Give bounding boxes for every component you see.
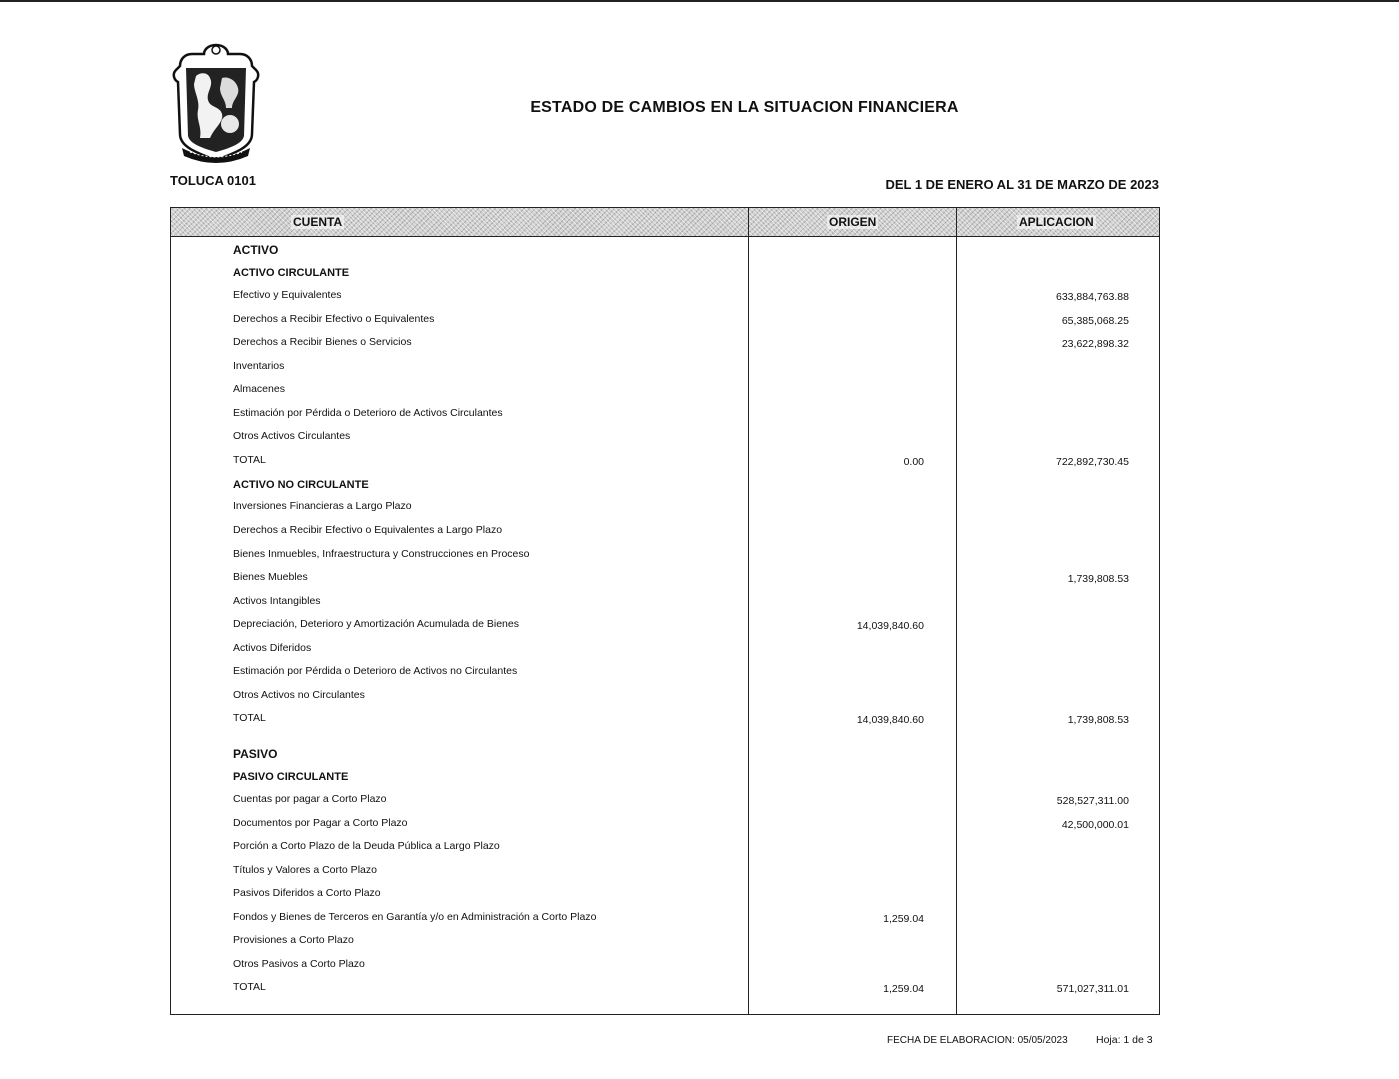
row-label: Bienes Inmuebles, Infraestructura y Construcciones en Proceso <box>233 548 530 560</box>
row-label: TOTAL <box>233 454 266 466</box>
row-label: Efectivo y Equivalentes <box>233 289 342 301</box>
row-origen: 0.00 <box>903 456 924 468</box>
row-label: Otros Activos Circulantes <box>233 430 351 442</box>
table-row <box>171 500 1159 520</box>
row-label: Inversiones Financieras a Largo Plazo <box>233 500 412 512</box>
column-header-origen: ORIGEN <box>829 215 877 229</box>
row-label: Almacenes <box>233 383 285 395</box>
table-header <box>171 208 1159 237</box>
page-number: Hoja: 1 de 3 <box>1096 1034 1153 1046</box>
table-row <box>171 407 1159 427</box>
table-row <box>171 840 1159 860</box>
row-aplicacion: 65,385,068.25 <box>1061 315 1129 327</box>
table-row <box>171 548 1159 568</box>
table-bottom-border <box>170 1014 1160 1015</box>
row-label: Depreciación, Deterioro y Amortización Acumulada de Bienes <box>233 618 519 630</box>
table-row <box>171 313 1159 333</box>
row-label: Derechos a Recibir Efectivo o Equivalentes a Largo Plazo <box>233 524 503 536</box>
row-label: PASIVO <box>233 747 278 761</box>
table-row <box>171 817 1159 837</box>
row-label: Provisiones a Corto Plazo <box>233 934 354 946</box>
row-label: Pasivos Diferidos a Corto Plazo <box>233 887 381 899</box>
entity-name: TOLUCA 0101 <box>170 173 256 188</box>
report-period: DEL 1 DE ENERO AL 31 DE MARZO DE 2023 <box>885 177 1159 192</box>
table-row <box>171 336 1159 356</box>
report-title: ESTADO DE CAMBIOS EN LA SITUACION FINANCIERA <box>530 99 959 116</box>
row-label: Inventarios <box>233 360 285 372</box>
row-label: Activos Intangibles <box>233 595 321 607</box>
table-row <box>171 689 1159 709</box>
column-header-cuenta: CUENTA <box>293 215 343 229</box>
row-origen: 1,259.04 <box>883 913 924 925</box>
row-origen: 14,039,840.60 <box>856 620 924 632</box>
row-aplicacion: 1,739,808.53 <box>1067 573 1129 585</box>
row-label: Títulos y Valores a Corto Plazo <box>233 864 377 876</box>
row-label: PASIVO CIRCULANTE <box>233 771 349 783</box>
row-label: ACTIVO CIRCULANTE <box>233 267 350 279</box>
row-label: Otros Activos no Circulantes <box>233 689 365 701</box>
row-aplicacion: 633,884,763.88 <box>1056 291 1129 303</box>
row-label: Documentos por Pagar a Corto Plazo <box>233 817 408 829</box>
row-aplicacion: 42,500,000.01 <box>1061 819 1129 831</box>
row-aplicacion: 571,027,311.01 <box>1056 983 1129 995</box>
row-label: Porción a Corto Plazo de la Deuda Pública a Largo Plazo <box>233 840 500 852</box>
row-label: Otros Pasivos a Corto Plazo <box>233 958 365 970</box>
table-row <box>171 934 1159 954</box>
table-row <box>171 289 1159 309</box>
table-section-row <box>171 243 1159 263</box>
row-aplicacion: 722,892,730.45 <box>1056 456 1129 468</box>
row-origen: 14,039,840.60 <box>856 714 924 726</box>
table-row <box>171 524 1159 544</box>
row-label: Derechos a Recibir Efectivo o Equivalentes <box>233 313 435 325</box>
table-row <box>171 887 1159 907</box>
table-row <box>171 383 1159 403</box>
row-label: Activos Diferidos <box>233 642 312 654</box>
row-label: Derechos a Recibir Bienes o Servicios <box>233 336 412 348</box>
row-label: Bienes Muebles <box>233 571 308 583</box>
table-section-row <box>171 747 1159 767</box>
table-row <box>171 571 1159 591</box>
table-row <box>171 454 1159 474</box>
row-label: ACTIVO NO CIRCULANTE <box>233 479 369 491</box>
top-border <box>0 0 1399 2</box>
table-row <box>171 618 1159 638</box>
table-section-row <box>171 267 1159 287</box>
table-row <box>171 430 1159 450</box>
row-origen: 1,259.04 <box>883 983 924 995</box>
table-row <box>171 793 1159 813</box>
table-row <box>171 665 1159 685</box>
row-label: Fondos y Bienes de Terceros en Garantía y/o en Administración a Corto Plazo <box>233 911 597 923</box>
elaboration-date: FECHA DE ELABORACION: 05/05/2023 <box>887 1035 1068 1046</box>
table-row <box>171 911 1159 931</box>
row-label: ACTIVO <box>233 243 279 257</box>
column-header-aplicacion: APLICACION <box>1019 215 1094 229</box>
row-label: Estimación por Pérdida o Deterioro de Activos no Circulantes <box>233 665 518 677</box>
row-label: TOTAL <box>233 712 266 724</box>
table-row <box>171 360 1159 380</box>
row-aplicacion: 23,622,898.32 <box>1061 338 1129 350</box>
table-section-row <box>171 771 1159 791</box>
table-row <box>171 958 1159 978</box>
table-row <box>171 595 1159 615</box>
row-label: Estimación por Pérdida o Deterioro de Activos Circulantes <box>233 407 503 419</box>
table-row <box>171 864 1159 884</box>
row-aplicacion: 1,739,808.53 <box>1067 714 1129 726</box>
row-label: TOTAL <box>233 981 266 993</box>
table-section-row <box>171 479 1159 499</box>
row-label: Cuentas por pagar a Corto Plazo <box>233 793 387 805</box>
table-row <box>171 642 1159 662</box>
table-row <box>171 712 1159 732</box>
row-aplicacion: 528,527,311.00 <box>1056 795 1129 807</box>
financial-table <box>170 207 1160 1015</box>
table-row <box>171 981 1159 1001</box>
